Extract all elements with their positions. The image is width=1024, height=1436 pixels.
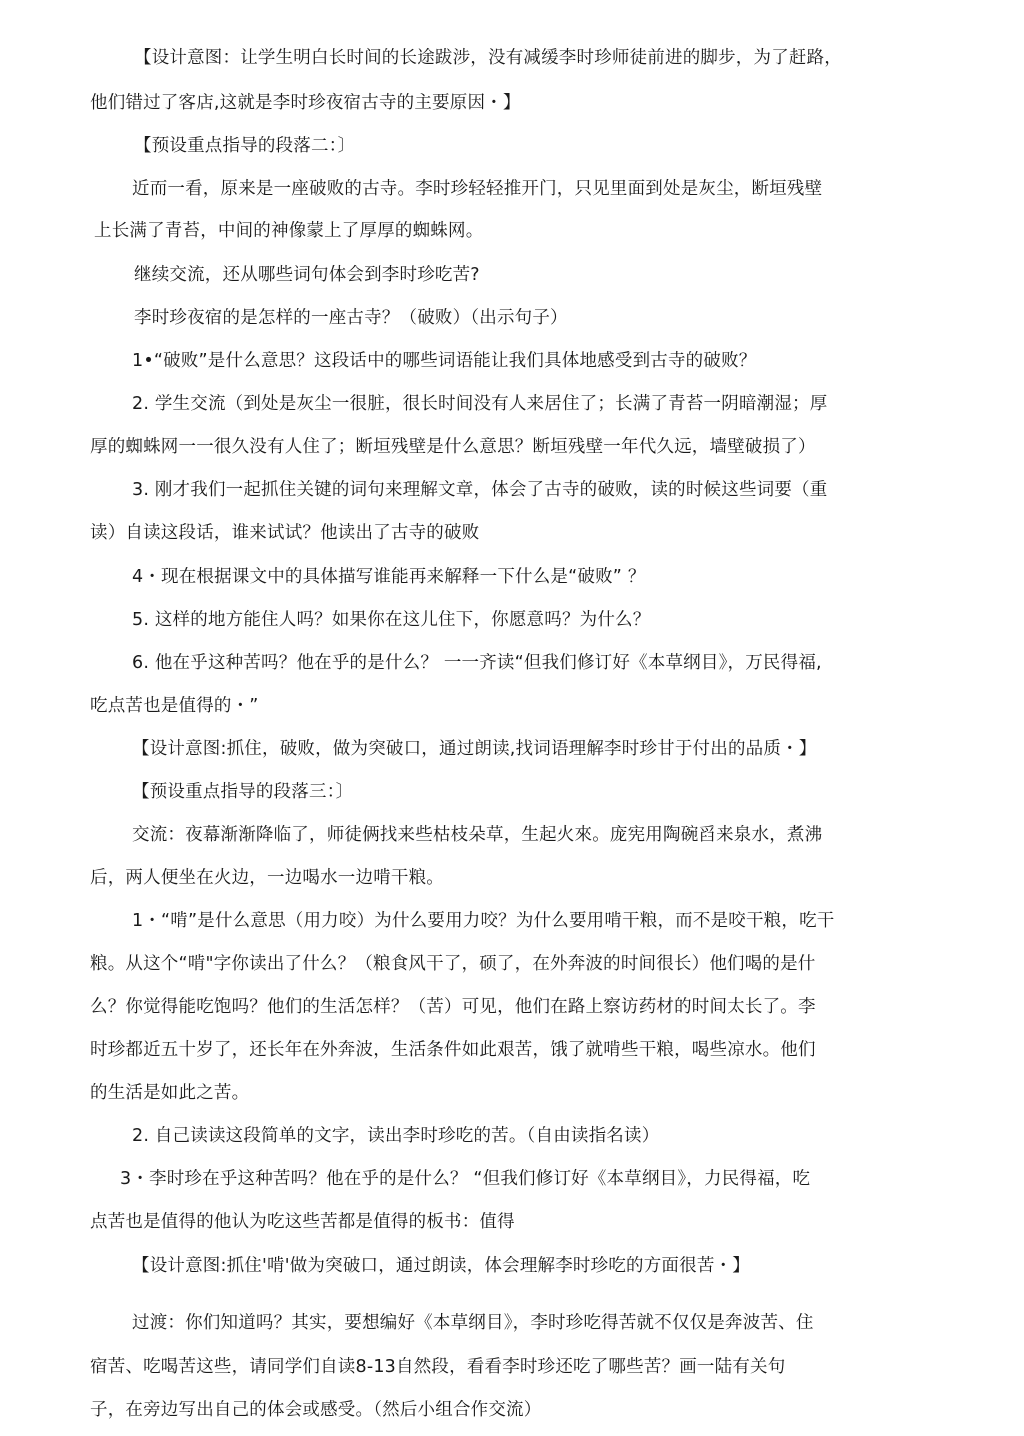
design-intent-2: 【设计意图:抓住，破败，做为突破口，通过朗读,找词语理解李时珍甘于付出的品质・】 [132, 739, 817, 759]
design-intent-1-line-1: 【设计意图：让学生明白长时间的长途跋涉，没有减缓李时珍师徒前进的脚步，为了赶路， [134, 48, 842, 68]
transition-paragraph-cont: 宿苦、吃喝苦这些，请同学们自读8-13自然段，看看李时珍还吃了哪些苦？画一陆有关句 [90, 1357, 786, 1377]
list-item-1: 1•“破败”是什么意思？这段话中的哪些词语能让我们具体地感受到古寺的破败？ [132, 351, 757, 371]
transition-paragraph: 过渡：你们知道吗？其实，要想编好《本草纲目》，李时珍吃得苦就不仅仅是奔波苦、住 [132, 1313, 814, 1333]
list-item-2: 2. 学生交流（到处是灰尘一很脏，很长时间没有人来居住了；长满了青苔一阴暗潮湿；厚 [132, 394, 828, 414]
list-item-1-cont: 么？你觉得能吃饱吗？他们的生活怎样？（苦）可见，他们在路上察访药材的时间太长了。李 [90, 997, 816, 1017]
design-intent-1-line-2: 他们错过了客店,这就是李时珍夜宿古寺的主要原因・】 [90, 93, 521, 113]
list-item-2-cont: 厚的蜘蛛网一一很久没有人住了；断垣残壁是什么意思？断垣残壁一年代久远，墙壁破损了） [90, 437, 816, 457]
list-item-2: 2. 自己读读这段简单的文字，读出李时珍吃的苦。（自由读指名读） [132, 1126, 660, 1146]
text-paragraph-1: 近而一看，原来是一座破败的古寺。李时珍轻轻推开门，只见里面到处是灰尘，断垣残壁 [132, 179, 823, 199]
list-item-1-cont: 时珍都近五十岁了，还长年在外奔波，生活条件如此艰苦，饿了就啃些干粮，喝些凉水。他们 [90, 1040, 816, 1060]
list-item-3: 3・李时珍在乎这种苦吗？他在乎的是什么？ “但我们修订好《本草纲目》，力民得福，吃 [120, 1169, 811, 1189]
list-item-3-cont: 点苦也是值得的他认为吃这些苦都是值得的板书：值得 [90, 1212, 515, 1232]
list-item-3-cont: 读）自读这段话，谁来试试？他读出了古寺的破败 [90, 523, 480, 543]
paragraph-line: 李时珍夜宿的是怎样的一座古寺？（破败）（出示句子） [134, 308, 568, 328]
paragraph-line: 继续交流，还从哪些词句体会到李时珍吃苦? [134, 265, 480, 285]
list-item-4: 4・现在根据课文中的具体描写谁能再来解释一下什么是“破败” ？ [132, 567, 646, 587]
section-heading-3: 【预设重点指导的段落三：〕 [132, 782, 354, 802]
list-item-6-cont: 吃点苦也是值得的・” [90, 696, 259, 716]
list-item-6: 6. 他在乎这种苦吗？他在乎的是什么？ 一一齐读“但我们修订好《本草纲目》，万民得福, [132, 653, 822, 673]
list-item-1: 1・“啃”是什么意思（用力咬）为什么要用力咬？为什么要用啃干粮，而不是咬干粮，吃干 [132, 911, 835, 931]
section-heading-2: 【预设重点指导的段落二：〕 [134, 136, 356, 156]
text-paragraph-2-cont: 后，两人便坐在火边，一边喝水一边啃干粮。 [90, 868, 444, 888]
list-item-5: 5. 这样的地方能住人吗？如果你在这儿住下，你愿意吗？为什么？ [132, 610, 651, 630]
list-item-3: 3. 刚才我们一起抓住关键的词句来理解文章，体会了古寺的破败，读的时候这些词要（重 [132, 480, 828, 500]
list-item-1-cont: 的生活是如此之苦。 [90, 1083, 250, 1103]
text-paragraph-1-cont: 上长满了青苔，中间的神像蒙上了厚厚的蜘蛛网。 [94, 221, 484, 241]
text-paragraph-2: 交流：夜幕渐渐降临了，师徒俩找来些枯枝朵草，生起火來。庞宪用陶碗舀来泉水，煮沸 [132, 825, 823, 845]
transition-paragraph-cont: 子，在旁边写出自己的体会或感受。（然后小组合作交流） [90, 1400, 542, 1420]
list-item-1-cont: 粮。从这个“啃"字你读出了什么？（粮食风干了，硕了，在外奔波的时间很长）他们喝的是什 [90, 954, 816, 974]
design-intent-3: 【设计意图:抓住'啃'做为突破口，通过朗读，体会理解李时珍吃的方面很苦・】 [132, 1256, 750, 1276]
